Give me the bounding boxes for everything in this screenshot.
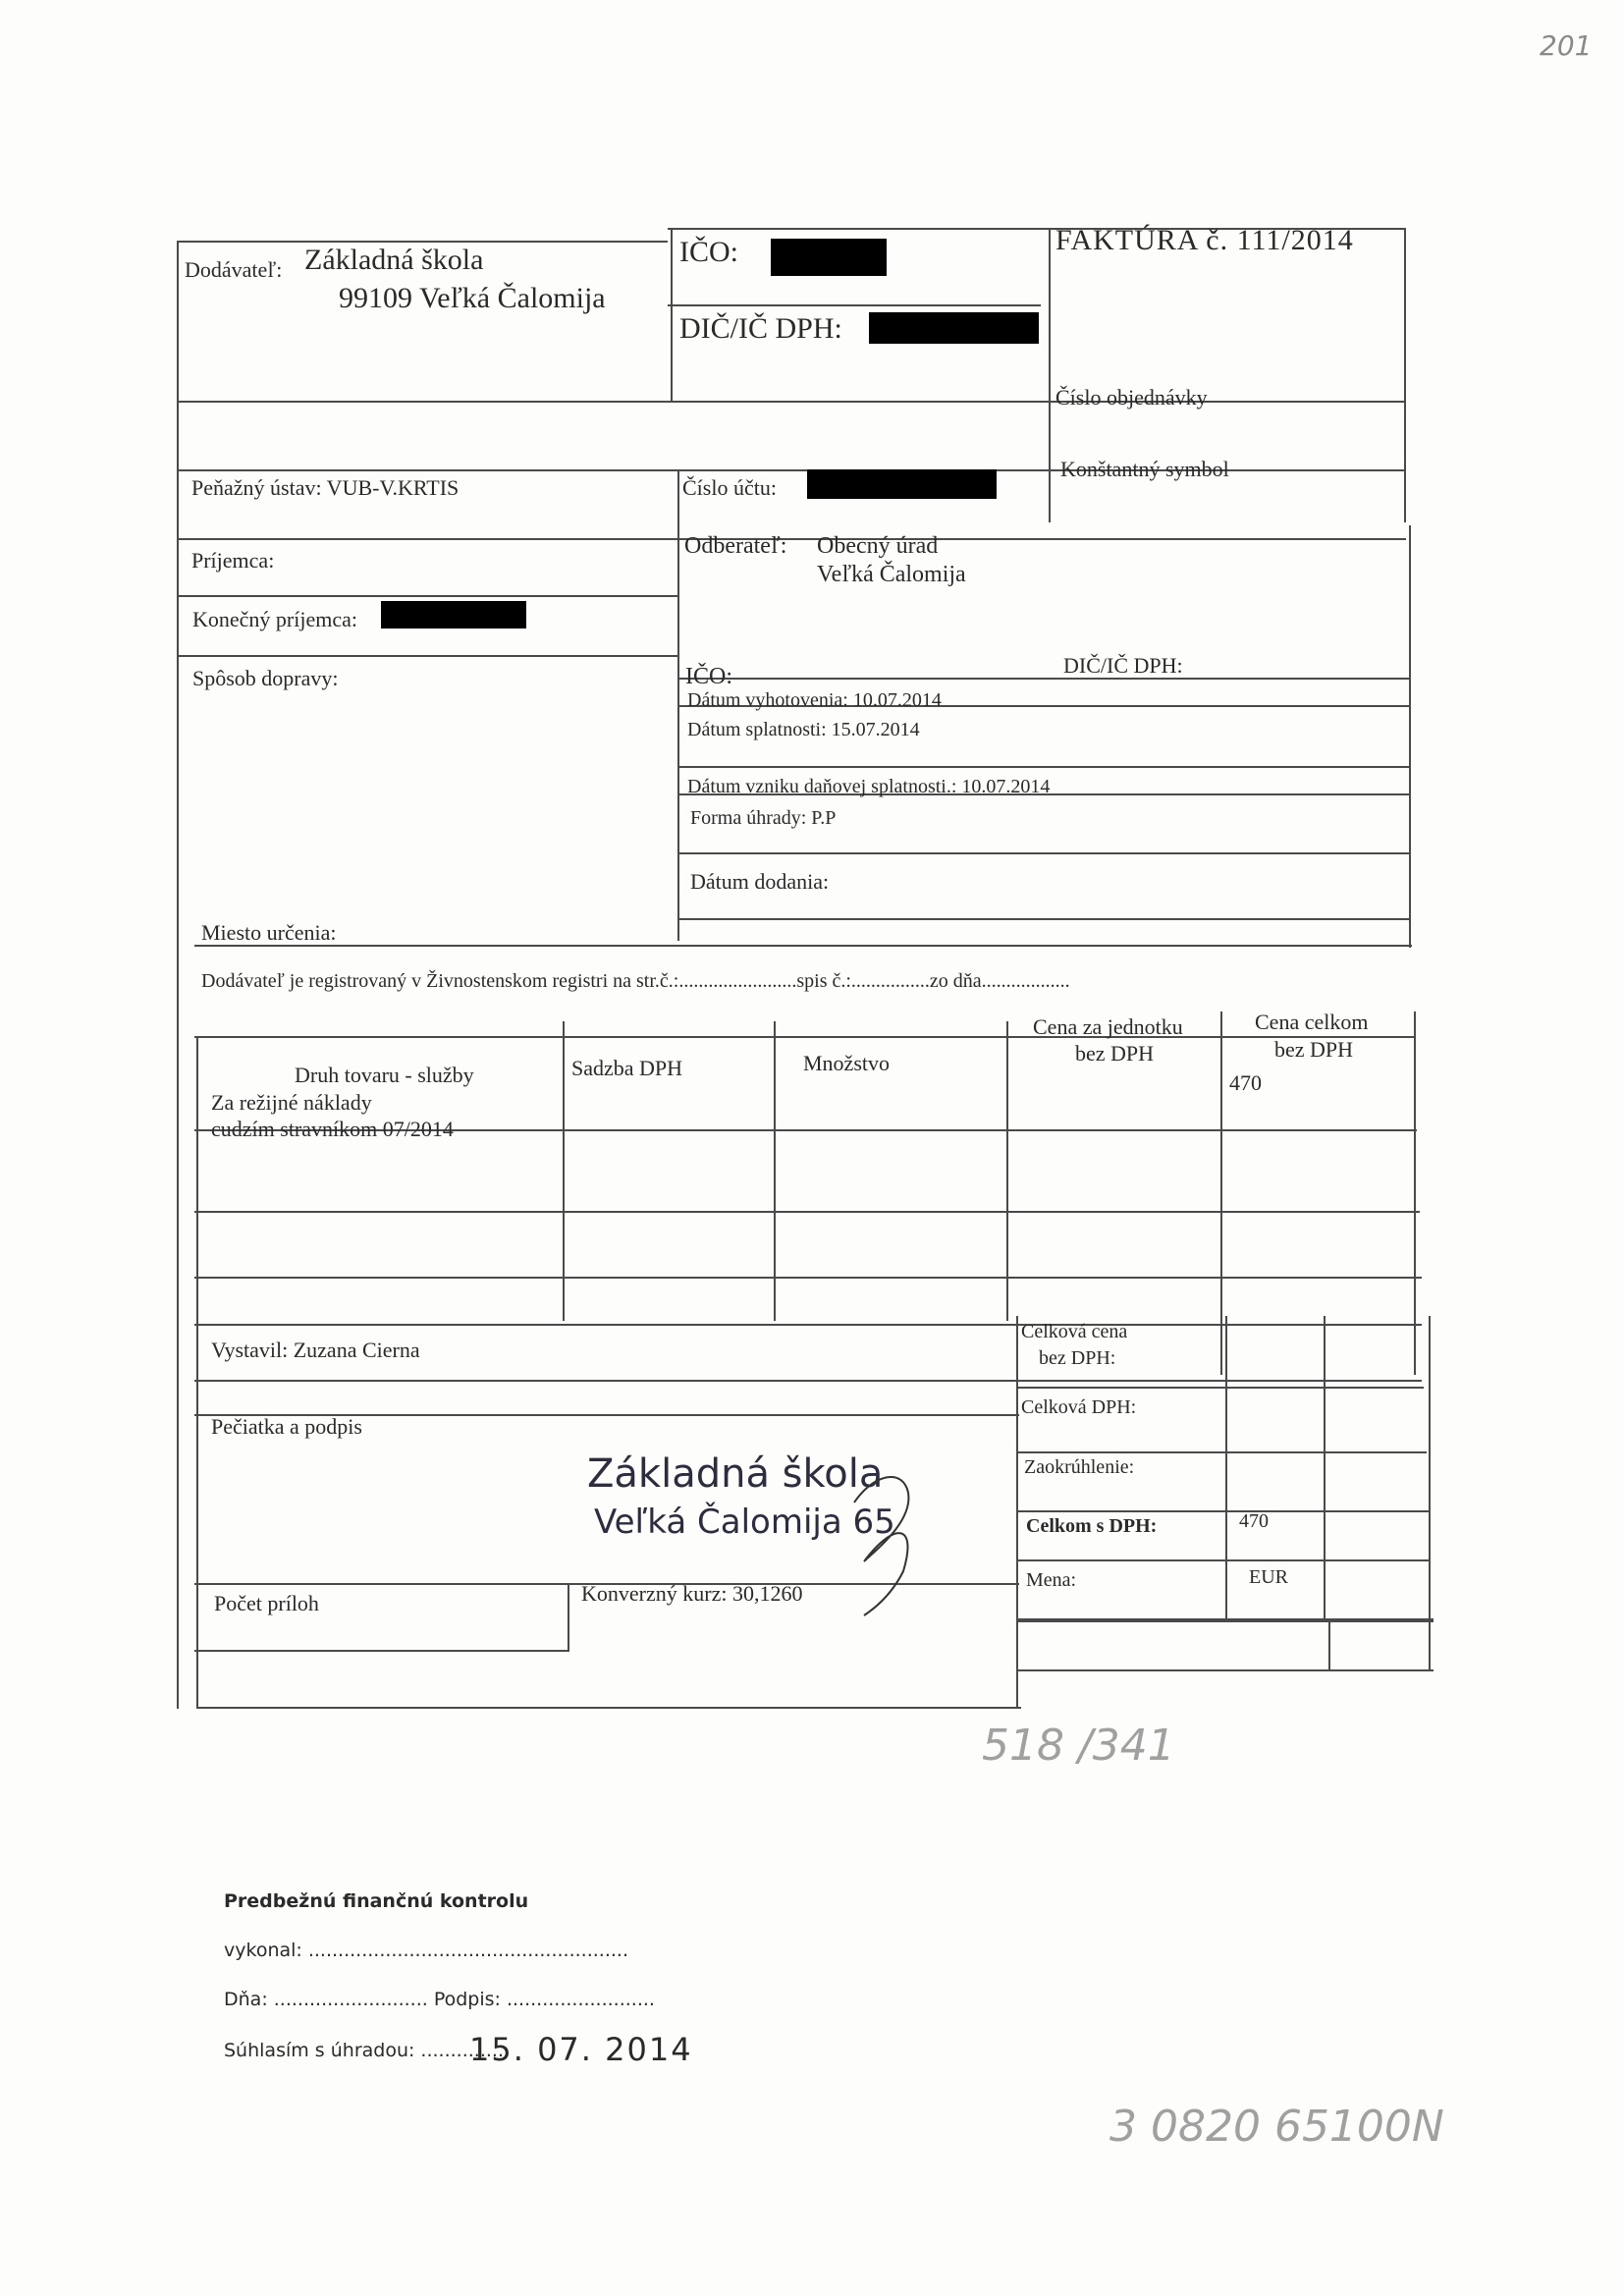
registry-text: Dodávateľ je registrovaný v Živnostenskom registri na str.č.:........................spis č.:................zo dňa.................. [201,970,1070,992]
stamp-line1: Základná škola [587,1451,884,1497]
control-title: Predbežnú finančnú kontrolu [224,1890,529,1912]
rounding-label: Zaokrúhlenie: [1024,1456,1135,1478]
supplier-label: Dodávateľ: [185,257,283,282]
col-header-quantity: Množstvo [803,1051,890,1075]
signature-mark [835,1463,923,1620]
conversion-rate: Konverzný kurz: 30,1260 [581,1581,803,1606]
customer-address: Veľká Čalomija [817,562,966,587]
issued-by: Vystavil: Zuzana Cierna [211,1338,420,1362]
ico-label: IČO: [679,236,738,268]
currency-label: Mena: [1026,1569,1077,1591]
delivery-date-label: Dátum dodania: [690,869,830,894]
tax-date: Dátum vzniku daňovej splatnosti.: 10.07.2014 [687,776,1051,797]
total-no-vat-label: Celková cena [1021,1321,1128,1342]
customer-name: Obecný úrad [817,533,939,559]
invoice-title: FAKTÚRA č. 111/2014 [1055,224,1354,256]
transport-label: Spôsob dopravy: [192,666,339,690]
final-recipient-label: Konečný príjemca: [192,607,357,631]
col-header-item: Druh tovaru - služby [295,1063,474,1087]
control-done-by: vykonal: ...................................................... [224,1940,628,1961]
col-header-vat-rate: Sadzba DPH [571,1056,683,1080]
bank-label: Peňažný ústav: VUB-V.KRTIS [191,475,460,500]
item-total: 470 [1229,1070,1262,1095]
account-label: Číslo účtu: [682,475,777,500]
constant-symbol-label: Konštantný symbol [1060,457,1229,481]
destination-label: Miesto určenia: [201,920,337,945]
handwritten-note: 3 0820 65100N [1109,2102,1444,2152]
customer-dic-label: DIČ/IČ DPH: [1063,653,1183,678]
col-header-total-sub: bez DPH [1274,1037,1354,1062]
item-description-2: cudzím stravníkom 07/2014 [211,1117,454,1141]
total-with-vat-value: 470 [1239,1510,1269,1532]
due-date: Dátum splatnosti: 15.07.2014 [687,719,920,740]
control-day-sign: Dňa: .......................... Podpis: ......................... [224,1989,655,2010]
order-number-label: Číslo objednávky [1055,385,1208,410]
handwritten-note: 518 /341 [982,1721,1175,1771]
stamp-line2: Veľká Čalomija 65 [594,1503,895,1542]
total-with-vat-label: Celkom s DPH: [1026,1515,1158,1537]
customer-label: Odberateľ: [684,533,787,559]
redaction-bar [869,312,1039,344]
col-header-unit-price-sub: bez DPH [1075,1041,1155,1066]
supplier-name: Základná škola [304,244,484,276]
currency-value: EUR [1249,1566,1288,1588]
recipient-label: Príjemca: [191,548,275,573]
total-no-vat-label-2: bez DPH: [1039,1347,1116,1369]
payment-form: Forma úhrady: P.P [690,807,837,829]
col-header-total: Cena celkom [1255,1010,1369,1034]
redaction-bar [807,469,997,499]
item-description: Za režijné náklady [211,1090,372,1115]
page-number: 201 [1540,29,1593,62]
total-vat-label: Celková DPH: [1021,1396,1137,1418]
stamp-signature-label: Pečiatka a podpis [211,1414,362,1439]
supplier-address: 99109 Veľká Čalomija [339,282,606,314]
issue-date: Dátum vyhotovenia: 10.07.2014 [687,689,942,711]
control-approve-date: 15. 07. 2014 [469,2031,693,2068]
redaction-bar [381,601,526,629]
control-approve: Súhlasím s úhradou: .............. [224,2040,504,2061]
col-header-unit-price: Cena za jednotku [1033,1014,1183,1039]
attachments-label: Počet príloh [214,1591,319,1615]
customer-ico-label: IČO: [685,664,732,689]
dic-label: DIČ/IČ DPH: [679,312,842,345]
redaction-bar [771,239,887,276]
